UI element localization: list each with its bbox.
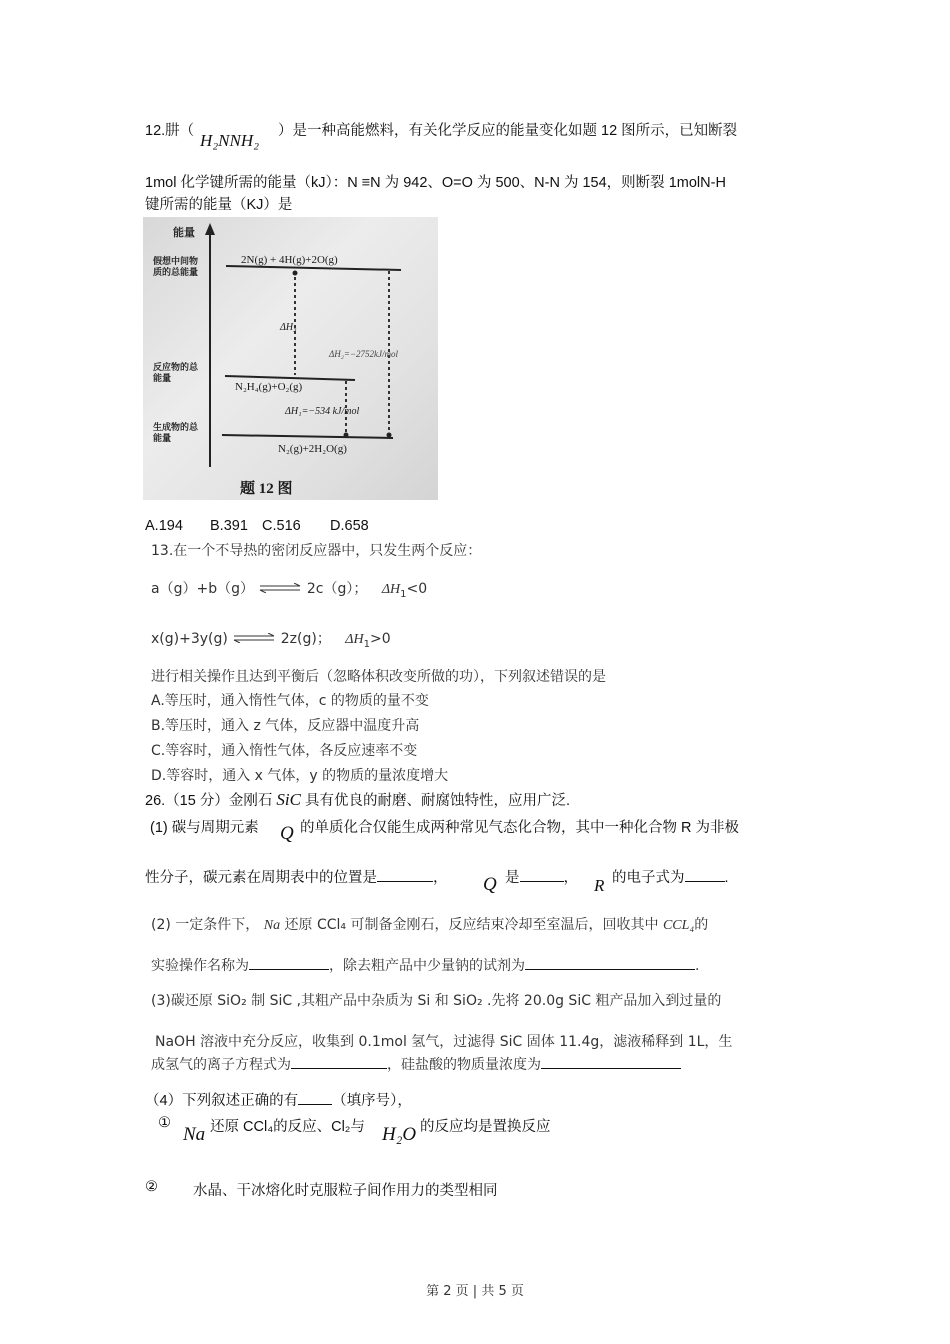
answer-blank-concentration[interactable]	[541, 1054, 681, 1069]
answer-blank-position[interactable]	[377, 867, 433, 882]
q13-option-b: B.等压时，通入 z 气体，反应器中温度升高	[151, 718, 420, 734]
q26-p3-line3-b: ，硅盐酸的物质量浓度为	[387, 1057, 541, 1073]
dh3-label: ΔH₃	[280, 322, 297, 333]
figure-caption: 题 12 图	[240, 481, 293, 497]
q26-p3-line1: (3)碳还原 SiO₂ 制 SiC ,其粗产品中杂质为 Si 和 SiO₂ .先将 20.0g SiC 粗产品加入到过量的	[151, 993, 722, 1009]
q26-p4-line1-a: （4）下列叙述正确的有	[145, 1093, 299, 1109]
q26-p1-line2-c: 的电子式为	[612, 870, 685, 886]
q26-p2-Na: Na	[263, 918, 281, 933]
q26-p2-CCL4: CCL₄	[662, 918, 695, 933]
q26-p3-line2: NaOH 溶液中充分反应，收集到 0.1mol 氢气，过滤得 SiC 固体 11.4g，滤液稀释到 1L，生	[155, 1034, 733, 1050]
q26-p4-item1-a: 还原 CCl₄的反应、Cl₂与	[210, 1119, 365, 1135]
q26-p2-line2-b: ，除去粗产品中少量钠的试剂为	[329, 958, 525, 974]
q12-option-d: D.658	[330, 518, 369, 534]
q26-p4-item1-H2O: H₂O	[382, 1124, 417, 1145]
q13-stem: 13.在一个不导热的密闭反应器中，只发生两个反应：	[151, 543, 482, 559]
level-bot-label: 生成物的总能量	[153, 423, 199, 444]
q26-p1-Q: Q	[280, 823, 294, 844]
q26-p2-line1-b: 还原 CCl₄ 可制备金刚石，反应结束冷却至室温后，回收其中	[284, 917, 659, 933]
level-bot-formula: N₂(g)+2H₂O(g)	[278, 443, 347, 455]
q13-option-a: A.等压时，通入惰性气体，c 的物质的量不变	[151, 693, 429, 709]
q26-p2-line2: 实验操作名称为 ，除去粗产品中少量钠的试剂为 .	[151, 955, 699, 975]
dh2-label: ΔH₂=−2752kJ/mol	[329, 349, 399, 359]
level-top-formula: 2N(g) + 4H(g)+2O(g)	[241, 254, 338, 266]
q26-p1-line1	[150, 816, 259, 837]
q26-p4-item1-num: ①	[158, 1115, 171, 1131]
q12-option-b: B.391	[210, 518, 248, 534]
q26-title-pre: 26.（15 分）金刚石	[145, 793, 273, 809]
reaction2-cond: >0	[369, 631, 391, 647]
level-top-label: 假想中间物质的总能量	[153, 257, 199, 278]
equilibrium-arrow-icon	[258, 581, 302, 597]
q12-line3: 键所需的能量（KJ）是	[145, 197, 293, 213]
q26-p1-line2-c-wrap: 的电子式为 .	[612, 866, 729, 887]
q26-p2-line1	[151, 914, 708, 934]
reaction1-cond: <0	[406, 581, 428, 597]
q12-prefix: 12.肼（	[145, 123, 195, 139]
q13-option-c: C.等容时，通入惰性气体，各反应速率不变	[151, 743, 418, 759]
q26-p4-line1-b: （填序号），	[332, 1093, 412, 1109]
q26-p4-line1	[145, 1089, 412, 1110]
q26-p4-item2	[145, 1179, 158, 1195]
reaction2-left: x(g)+3y(g)	[151, 631, 228, 647]
q26-p2-line1-a: (2) 一定条件下，	[151, 917, 260, 933]
q26-p1-post: 的单质化合仅能生成两种常见气态化合物，其中一种化合物 R 为非极	[300, 820, 740, 836]
q26-p4-item2-num: ②	[145, 1179, 158, 1195]
answer-blank-correct[interactable]	[298, 1090, 332, 1105]
q12-line2: 1mol 化学键所需的能量（kJ）：N ≡N 为 942、O=O 为 500、N-N 为 154，则断裂 1molN-H	[145, 175, 726, 191]
equilibrium-arrow-icon	[232, 631, 276, 647]
q26-title-formula: SiC	[276, 790, 301, 809]
y-axis-label: 能量	[173, 226, 195, 239]
q26-p3-line3	[151, 1054, 681, 1074]
energy-diagram-figure	[143, 217, 438, 500]
q26-p1-line2-b-wrap: 是 ，	[505, 866, 578, 887]
q26-p4-item2-text: 水晶、干冰熔化时克服粒子间作用力的类型相同	[193, 1183, 498, 1199]
q26-p1-R: R	[594, 876, 605, 895]
q26-p2-line1-c: 的	[694, 917, 709, 933]
answer-blank-reagent[interactable]	[525, 955, 695, 970]
reaction1-dh-sub: 1	[400, 588, 407, 600]
q13-option-d: D.等容时，通入 x 气体，y 的物质的量浓度增大	[151, 768, 449, 784]
q26-p3-line3-a: 成氢气的离子方程式为	[151, 1057, 291, 1073]
q13-question: 进行相关操作且达到平衡后（忽略体积改变所做的功），下列叙述错误的是	[151, 669, 606, 685]
level-mid-label: 反应物的总能量	[153, 363, 199, 384]
q26-p2-line2-a: 实验操作名称为	[151, 958, 249, 974]
q12-line1	[145, 119, 194, 140]
reaction2-right: 2z(g)；	[280, 631, 331, 647]
reaction2-dh-sub: 1	[363, 638, 370, 650]
q26-p1-pre: (1) 碳与周期元素	[150, 820, 259, 836]
q26-p1-line2-b: 是	[505, 870, 520, 886]
q13-reaction-1	[151, 578, 427, 600]
dh1-label: ΔH₁=−534 kJ/mol	[285, 406, 360, 417]
q26-p4-item1	[158, 1115, 171, 1131]
level-mid-formula: N₂H₄(g)+O₂(g)	[235, 381, 303, 393]
q12-formula: H₂NNH₂	[200, 131, 260, 150]
reaction1-right: 2c（g）；	[306, 581, 368, 597]
q26-p4-item1-Na: Na	[183, 1124, 206, 1145]
answer-blank-Q[interactable]	[520, 867, 564, 882]
q26-p1-Q2: Q	[483, 874, 497, 895]
q12-option-a: A.194	[145, 518, 183, 534]
answer-blank-R[interactable]	[685, 867, 725, 882]
answer-blank-ionic-equation[interactable]	[291, 1054, 387, 1069]
q26-title-post: 具有优良的耐磨、耐腐蚀特性，应用广泛.	[304, 793, 570, 809]
q12-line1-rest: ）是一种高能燃料，有关化学反应的能量变化如题 12 图所示，已知断裂	[278, 123, 738, 139]
q26-title	[145, 789, 570, 810]
answer-blank-operation[interactable]	[249, 955, 329, 970]
q26-p4-item1-b: 的反应均是置换反应	[420, 1119, 551, 1135]
q26-p1-line2: 性分子，碳元素在周期表中的位置是 ，	[145, 866, 448, 887]
q26-p1-line2-a: 性分子，碳元素在周期表中的位置是	[145, 870, 377, 886]
reaction1-left: a（g）+b（g）	[151, 581, 254, 597]
q12-option-c: C.516	[262, 518, 301, 534]
reaction1-dh: ΔH	[381, 582, 401, 597]
page-footer: 第 2 页 | 共 5 页	[426, 1284, 524, 1299]
q13-reaction-2	[151, 628, 391, 650]
reaction2-dh: ΔH	[345, 632, 364, 647]
